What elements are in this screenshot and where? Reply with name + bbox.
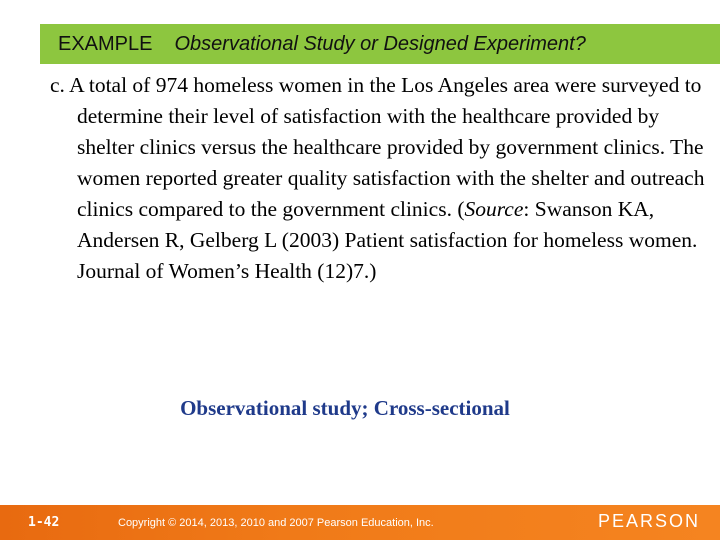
slide-title: Observational Study or Designed Experiment? <box>174 32 586 55</box>
example-label: EXAMPLE <box>58 32 153 55</box>
source-citation: : Swanson KA, Andersen R, Gelberg L (2003) Patient satisfaction for homeless women. Journal of Women’s Health (12)7.) <box>77 197 698 283</box>
slide-header <box>40 24 720 64</box>
example-body <box>50 70 717 287</box>
copyright-notice: Copyright © 2014, 2013, 2010 and 2007 Pearson Education, Inc. <box>118 516 434 529</box>
answer-text: Observational study; Cross-sectional <box>180 396 510 420</box>
pearson-logo: PEARSON <box>597 511 700 531</box>
example-text: A total of 974 homeless women in the Los Angeles area were surveyed to determine their level of satisfaction with the healthcare provided by shelter clinics versus the healthcare provided by government clinics. The women reported greater quality satisfaction with the shelter and outreach clinics compared to the government clinics. ( <box>69 73 705 221</box>
item-marker: c. <box>50 73 65 97</box>
source-label: Source <box>464 197 524 221</box>
footer-bar <box>0 505 720 540</box>
page-number: 1-42 <box>28 515 60 530</box>
